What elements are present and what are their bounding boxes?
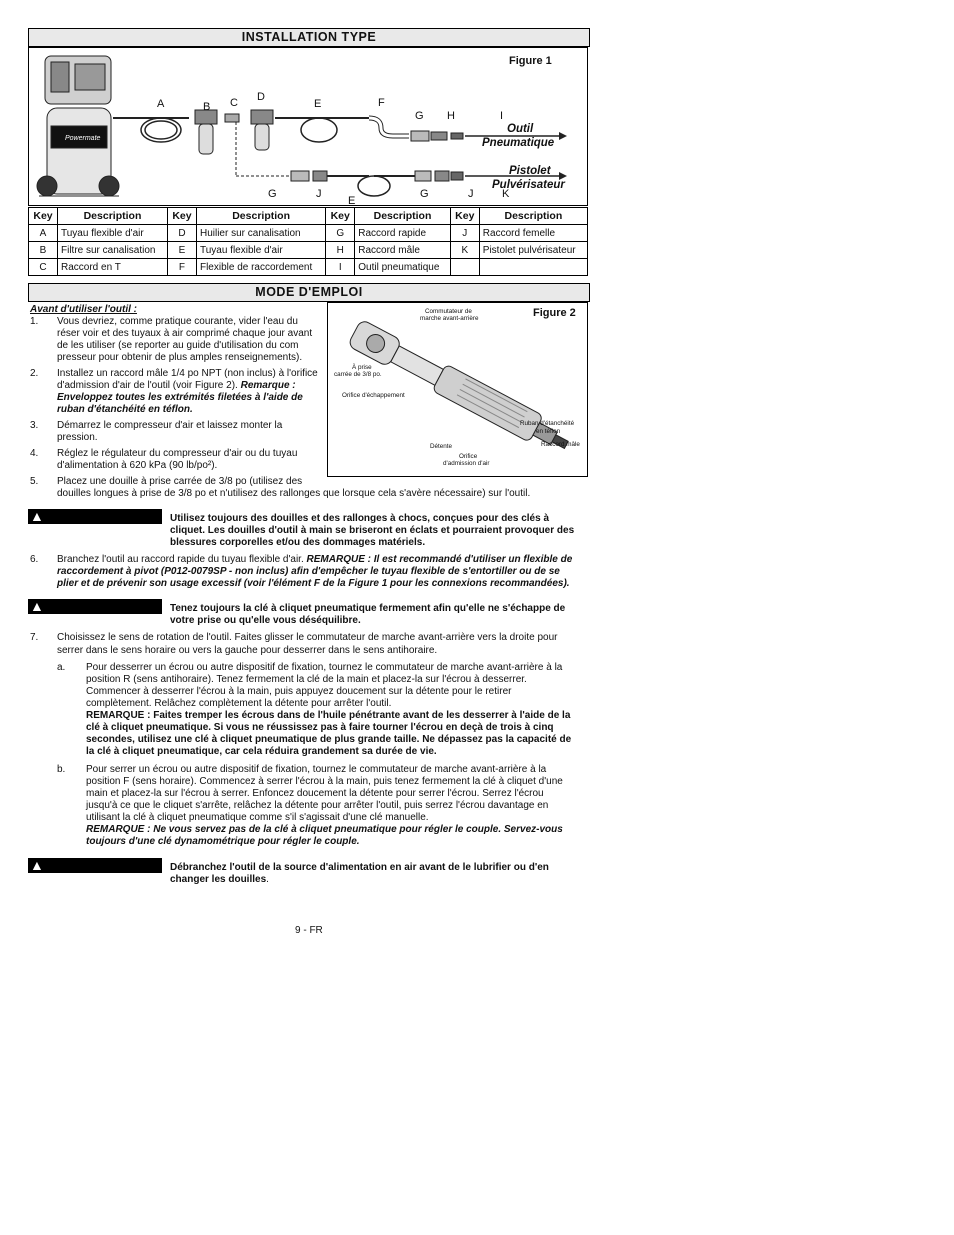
callout-e: E bbox=[314, 98, 322, 110]
step-5-line: douilles longues à prise de 3/8 po et n'utilisez des rallonges que lorsque cela s'avère nécessaire) sur l'outil. bbox=[57, 488, 531, 499]
table-cell: K bbox=[450, 242, 479, 259]
substep-a-line: complètement. Relâchez complètement la détente pour arrêter l'outil. bbox=[86, 698, 392, 709]
figure-2-label: Figure 2 bbox=[533, 307, 576, 319]
step-2-line: Installez un raccord mâle 1/4 po NPT (non inclus) à l'orifice bbox=[57, 368, 318, 379]
warning-badge bbox=[28, 598, 162, 629]
step-3-line: pression. bbox=[57, 432, 98, 443]
warning-badge bbox=[28, 508, 162, 539]
header-cell: Description bbox=[58, 208, 168, 225]
callout-f: F bbox=[378, 97, 385, 109]
step-number: 2. bbox=[30, 368, 39, 379]
callout-a: A bbox=[157, 98, 165, 110]
table-cell bbox=[479, 259, 587, 276]
pulverisateur-label: Pulvérisateur bbox=[492, 179, 565, 191]
table-cell: Huilier sur canalisation bbox=[196, 225, 325, 242]
table-row bbox=[29, 225, 588, 242]
callout-e2: E bbox=[348, 195, 356, 207]
warning-triangle-icon: ▲ bbox=[30, 857, 44, 873]
callout-g2: G bbox=[268, 188, 277, 200]
step-6-note: raccordement à pivot (P012-0079SP - non inclus) afin d'empêcher le tuyau flexible de s'entortiller ou de se bbox=[57, 566, 560, 577]
callout-j2: J bbox=[468, 188, 474, 200]
step-number: 3. bbox=[30, 420, 39, 431]
warning-label: AVERTISSEMENT bbox=[28, 523, 146, 539]
header-cell: Key bbox=[326, 208, 355, 225]
pistolet-label: Pistolet bbox=[509, 165, 551, 177]
step-6-line bbox=[57, 554, 572, 566]
callout-detente: Détente bbox=[430, 443, 453, 450]
warning-label: AVERTISSEMENT bbox=[28, 613, 146, 629]
callout-ruban: Ruban d'étanchéité bbox=[520, 420, 575, 427]
table-cell: Outil pneumatique bbox=[355, 259, 451, 276]
step-7-line: Choisissez le sens de rotation de l'outil. Faites glisser le commutateur de marche avant-arrière vers la droite pour bbox=[57, 632, 558, 643]
step-2-text: d'admission d'air de l'outil (voir Figure 2). bbox=[57, 380, 241, 391]
ratchet-wrench-illustration bbox=[328, 303, 587, 476]
substep-a-note: REMARQUE : Faites tremper les écrous dans de l'huile pénétrante avant de les desserrer à l'aide de la bbox=[86, 710, 571, 721]
table-cell: D bbox=[167, 225, 196, 242]
step-2-note: ruban d'étanchéité en téflon. bbox=[57, 404, 193, 415]
figure-2 bbox=[327, 302, 588, 477]
callout-commutateur: Commutateur de bbox=[425, 308, 472, 315]
outil-label: Outil bbox=[507, 123, 534, 135]
step-6-note: plier et de prévenir son usage excessif (voir l'élément F de la Figure 1 pour les connexions recommandées). bbox=[57, 578, 570, 589]
callout-prise: carrée de 3/8 po. bbox=[334, 371, 382, 378]
substep-b-line: jusqu'à ce que le cliquet s'arrête, relâchez la détente pour arrêter l'outil, puis serrez l'écrou davantage en bbox=[86, 800, 549, 811]
compressor-illustration bbox=[37, 56, 119, 196]
step-1-line: réser voir et des tuyaux à air comprimé chaque jour avant bbox=[57, 328, 313, 339]
callout-h: H bbox=[447, 110, 455, 122]
callout-raccord-male: Raccord mâle bbox=[541, 441, 580, 448]
step-6-text: Branchez l'outil au raccord rapide du tuyau flexible d'air. bbox=[57, 554, 307, 565]
substep-a-note: la clé à cliquet pneumatique, car cela réduira grandement sa durée de vie. bbox=[86, 746, 437, 757]
table-cell: C bbox=[29, 259, 58, 276]
substep-a-line: position R (sens antihoraire). Tenez fermement la clé de la main et placez-la sur l'écrou à desserrer. bbox=[86, 674, 527, 685]
step-1-line: Vous devriez, comme pratique courante, vider l'eau du bbox=[57, 316, 298, 327]
header-cell: Key bbox=[167, 208, 196, 225]
step-1-line: de les utiliser (se reporter au guide d'utilisation du com bbox=[57, 340, 299, 351]
warning-triangle-icon: ▲ bbox=[30, 508, 44, 524]
callout-ruban: en téflon bbox=[536, 428, 561, 435]
table-cell: A bbox=[29, 225, 58, 242]
svg-text:Powermate: Powermate bbox=[65, 135, 101, 142]
table-cell: Tuyau flexible d'air bbox=[196, 242, 325, 259]
warning-3-line: Débranchez l'outil de la source d'alimentation en air avant de le lubrifier ou d'en bbox=[170, 862, 549, 873]
callout-d: D bbox=[257, 91, 265, 103]
table-cell: E bbox=[167, 242, 196, 259]
callout-k: K bbox=[502, 188, 510, 200]
header-cell: Key bbox=[29, 208, 58, 225]
callout-commutateur: marche avant-arrière bbox=[420, 315, 479, 322]
callout-c: C bbox=[230, 97, 238, 109]
warning-1-line: Utilisez toujours des douilles et des rallonges à chocs, conçues pour des clés à bbox=[170, 513, 550, 524]
table-cell: Raccord mâle bbox=[355, 242, 451, 259]
warning-1-line: blessures corporelles et/ou des dommages matériels. bbox=[170, 537, 426, 548]
intro-heading: Avant d'utiliser l'outil : bbox=[30, 304, 137, 315]
warning-3-text: changer les douilles bbox=[170, 874, 267, 885]
substep-a-note: clé à cliquet pneumatique. Si vous ne réussissez pas à faire tourner l'écrou en deçà de trois à cinq bbox=[86, 722, 554, 733]
table-cell: Tuyau flexible d'air bbox=[58, 225, 168, 242]
callout-j: J bbox=[316, 188, 322, 200]
section-title-installation: INSTALLATION TYPE bbox=[28, 28, 590, 47]
table-cell: Filtre sur canalisation bbox=[58, 242, 168, 259]
warning-badge bbox=[28, 857, 162, 888]
page-number: 9 - FR bbox=[295, 925, 323, 936]
pneumatique-label: Pneumatique bbox=[482, 137, 555, 149]
step-7-line: serrer dans le sens horaire ou vers la gauche pour desserrer dans le sens antihoraire. bbox=[57, 645, 438, 656]
table-row bbox=[29, 259, 588, 276]
key-table bbox=[28, 207, 588, 276]
table-cell: I bbox=[326, 259, 355, 276]
step-2-note: Enveloppez toutes les extrémités filetées à l'aide de bbox=[57, 392, 303, 403]
callout-prise: À prise bbox=[352, 364, 372, 371]
substep-b-line: utilisant la clé à cliquet pneumatique comme s'il s'agissait d'une clé manuelle. bbox=[86, 812, 429, 823]
header-cell: Description bbox=[355, 208, 451, 225]
warning-2-line: Tenez toujours la clé à cliquet pneumatique fermement afin qu'elle ne s'échappe de bbox=[170, 603, 566, 614]
table-cell bbox=[450, 259, 479, 276]
warning-1-line: cliquet. Les douilles d'outil à main se briseront en éclats et pourraient provoquer des bbox=[170, 525, 575, 536]
warning-3-line bbox=[170, 874, 269, 886]
substep-number: a. bbox=[57, 662, 66, 673]
substep-a-note: secondes, utilisez une clé à cliquet pneumatique de plus grande taille. Ne dépassez pas la capacité de bbox=[86, 734, 572, 745]
table-cell: Pistolet pulvérisateur bbox=[479, 242, 587, 259]
step-1-line: presseur pour obtenir de plus amples renseignements). bbox=[57, 352, 303, 363]
step-2-line bbox=[57, 380, 296, 392]
table-row bbox=[29, 242, 588, 259]
step-number: 7. bbox=[30, 632, 39, 643]
header-cell: Key bbox=[450, 208, 479, 225]
section-title-mode-emploi: MODE D'EMPLOI bbox=[28, 283, 590, 302]
figure-1-label: Figure 1 bbox=[509, 55, 552, 67]
substep-number: b. bbox=[57, 764, 66, 775]
step-number: 4. bbox=[30, 448, 39, 459]
table-cell: Raccord rapide bbox=[355, 225, 451, 242]
callout-echappement: Orifice d'échappement bbox=[342, 392, 405, 399]
table-cell: Raccord femelle bbox=[479, 225, 587, 242]
warning-triangle-icon: ▲ bbox=[30, 598, 44, 614]
step-3-line: Démarrez le compresseur d'air et laissez monter la bbox=[57, 420, 283, 431]
table-cell: Flexible de raccordement bbox=[196, 259, 325, 276]
substep-b-line: Pour serrer un écrou ou autre dispositif de fixation, tournez le commutateur de marche avant-arrière à la bbox=[86, 764, 547, 775]
header-cell: Description bbox=[479, 208, 587, 225]
key-table-header bbox=[29, 208, 588, 225]
step-number: 5. bbox=[30, 476, 39, 487]
figure-1 bbox=[28, 47, 588, 206]
callout-g3: G bbox=[420, 188, 429, 200]
step-4-line: d'alimentation à 620 kPa (90 lb/po²). bbox=[57, 460, 218, 471]
step-number: 1. bbox=[30, 316, 39, 327]
warning-2-line: votre prise ou qu'elle vous déséquilibre. bbox=[170, 615, 361, 626]
callout-orifice: d'admission d'air bbox=[443, 460, 490, 467]
callout-orifice: Orifice bbox=[459, 453, 478, 460]
callout-b: B bbox=[203, 101, 211, 113]
substep-b-line: main et placez-la sur l'écrou à serrer. Enfoncez doucement la détente pour serrer l'écrou. Serrez l'écrou bbox=[86, 788, 544, 799]
callout-i: I bbox=[500, 110, 504, 122]
table-cell: F bbox=[167, 259, 196, 276]
step-5-line: Placez une douille à prise carrée de 3/8 po (utilisez des bbox=[57, 476, 303, 487]
substep-b-line: position F (sens horaire). Commencez à serrer l'écrou à la main, puis tenez fermement la clé à cliquet d'une bbox=[86, 776, 563, 787]
substep-b-note: REMARQUE : Ne vous servez pas de la clé à cliquet pneumatique pour régler le couple. Servez-vous bbox=[86, 824, 563, 835]
step-number: 6. bbox=[30, 554, 39, 565]
header-cell: Description bbox=[196, 208, 325, 225]
table-cell: G bbox=[326, 225, 355, 242]
warning-label: AVERTISSEMENT bbox=[28, 872, 146, 888]
table-cell: B bbox=[29, 242, 58, 259]
warning-3-period: . bbox=[266, 874, 269, 885]
callout-g: G bbox=[415, 110, 424, 122]
step-6-note: REMARQUE : Il est recommandé d'utiliser un flexible de bbox=[306, 554, 573, 565]
table-cell: J bbox=[450, 225, 479, 242]
step-2-note-label: Remarque : bbox=[240, 380, 296, 391]
substep-a-line: Commencer à desserrer l'écrou à la main, puis appuyez doucement sur la détente pour le retirer bbox=[86, 686, 512, 697]
substep-b-note: toujours d'une clé dynamométrique pour régler le couple. bbox=[86, 836, 360, 847]
step-4-line: Réglez le régulateur du compresseur d'air ou du tuyau bbox=[57, 448, 298, 459]
substep-a-line: Pour desserrer un écrou ou autre dispositif de fixation, tournez le commutateur de marche avant-arrière à la bbox=[86, 662, 563, 673]
table-cell: Raccord en T bbox=[58, 259, 168, 276]
table-cell: H bbox=[326, 242, 355, 259]
